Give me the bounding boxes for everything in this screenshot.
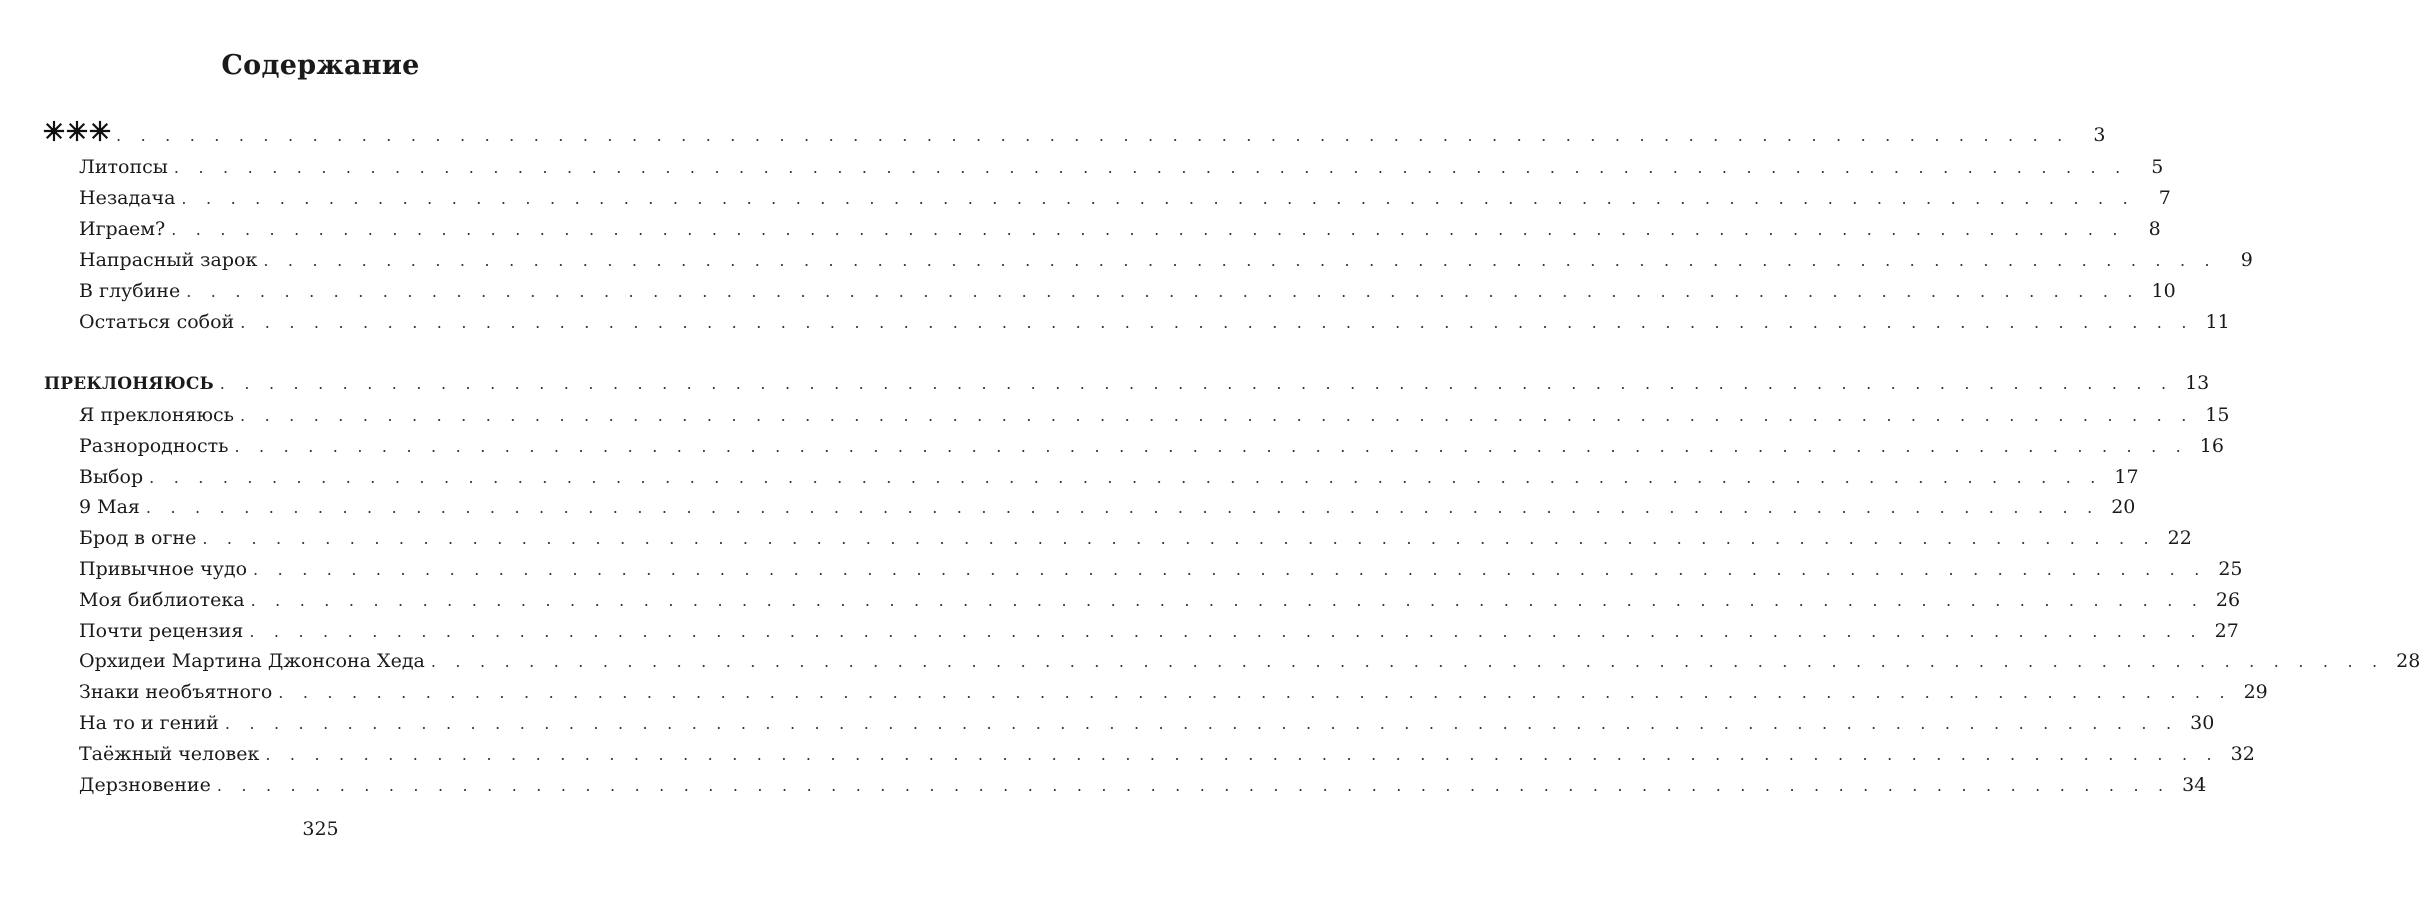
dot-leader: . . . . . . . . . . . . . . . . . . . . . . . . . . . . . . . . . . . . . . . . . . . . . . . . . . . . . . . . . . . . . . . . . . . . . . . . . . . . . . . . (116, 126, 2070, 145)
page-number: 325 (302, 818, 339, 840)
toc-row (79, 462, 2139, 493)
dot-leader: . . . . . . . . . . . . . . . . . . . . . . . . . . . . . . . . . . . . . . . . . . . . . . . . . . . . . . . . . . . . . . . . . . . . . . . . . . . . . . . . (240, 313, 2194, 332)
section-title: ПРЕКЛОНЯЮСЬ (44, 374, 214, 394)
entry-title: На то и гений (79, 712, 219, 734)
entry-title: Орхидеи Мартина Джонсона Хеда (79, 650, 425, 673)
entry-title: Почти рецензия (79, 619, 244, 642)
toc-row (79, 492, 2136, 523)
dot-leader: . . . . . . . . . . . . . . . . . . . . . . . . . . . . . . . . . . . . . . . . . . . . . . . . . . . . . . . . . . . . . . . . . . . . . . . . . . . . . . . . (216, 775, 2171, 795)
entry-page-number: 5 (2151, 156, 2164, 178)
toc-row (79, 245, 2253, 276)
dot-leader: . . . . . . . . . . . . . . . . . . . . . . . . . . . . . . . . . . . . . . . . . . . . . . . . . . . . . . . . . . . . . . . . . . . . . . . . . . . . . . . . (224, 714, 2179, 733)
dot-leader: . . . . . . . . . . . . . . . . . . . . . . . . . . . . . . . . . . . . . . . . . . . . . . . . . . . . . . . . . . . . . . . . . . . . . . . . . . . . . . . . (253, 560, 2207, 579)
snowflake-ornament-icon (44, 121, 116, 141)
entry-page-number: 26 (2215, 588, 2241, 611)
dot-leader: . . . . . . . . . . . . . . . . . . . . . . . . . . . . . . . . . . . . . . . . . . . . . . . . . . . . . . . . . . . . . . . . . . . . . . . . . . . . . . . . (263, 251, 2217, 270)
dot-leader: . . . . . . . . . . . . . . . . . . . . . . . . . . . . . . . . . . . . . . . . . . . . . . . . . . . . . . . . . . . . . . . . . . . . . . . . . . . . . . . . (250, 590, 2205, 610)
entry-title: В глубине (79, 280, 181, 302)
toc-row (79, 646, 2420, 677)
toc-row (79, 554, 2243, 585)
entry-page-number: 29 (2243, 681, 2268, 704)
dot-leader: . . . . . . . . . . . . . . . . . . . . . . . . . . . . . . . . . . . . . . . . . . . . . . . . . . . . . . . . . . . . . . . . . . . . . . . . . . . . . . . . (219, 374, 2174, 393)
toc-row (79, 183, 2171, 214)
page-title: Содержание (221, 50, 420, 81)
entry-title: Таёжный человек (79, 742, 260, 765)
entry-title: Я преклоняюсь (79, 404, 235, 426)
entry-page-number: 20 (2111, 496, 2136, 519)
entry-page-number: 30 (2190, 712, 2215, 734)
dot-leader: . . . . . . . . . . . . . . . . . . . . . . . . . . . . . . . . . . . . . . . . . . . . . . . . . . . . . . . . . . . . . . . . . . . . . . . . . . . . . . . . (145, 498, 2100, 518)
toc-row (79, 616, 2239, 647)
toc-row (79, 770, 2207, 801)
toc-row (79, 708, 2215, 739)
entry-page-number: 17 (2114, 465, 2139, 488)
entry-title: Брод в огне (79, 527, 197, 550)
dot-leader: . . . . . . . . . . . . . . . . . . . . . . . . . . . . . . . . . . . . . . . . . . . . . . . . . . . . . . . . . . . . . . . . . . . . . . . . . . . . . . . . (171, 220, 2125, 239)
toc-row (79, 152, 2164, 183)
entry-page-number: 16 (2199, 434, 2224, 457)
entry-page-number: 13 (2185, 372, 2210, 394)
entry-title: Напрасный зарок (79, 249, 258, 271)
dot-leader: . . . . . . . . . . . . . . . . . . . . . . . . . . . . . . . . . . . . . . . . . . . . . . . . . . . . . . . . . . . . . . . . . . . . . . . . . . . . . . . . (234, 436, 2188, 456)
entry-page-number: 27 (2214, 619, 2239, 642)
toc-row-intro (44, 120, 2106, 151)
toc-row-section (44, 368, 2210, 399)
entry-page-number: 9 (2240, 249, 2253, 271)
entry-page-number: 22 (2167, 527, 2192, 550)
entry-page-number: 34 (2182, 773, 2207, 796)
entry-page-number: 28 (2396, 650, 2420, 673)
entry-title: 9 Мая (79, 496, 140, 519)
toc-row (79, 276, 2176, 307)
entry-title: Моя библиотека (79, 588, 245, 611)
entry-title: Незадача (79, 187, 176, 209)
dot-leader: . . . . . . . . . . . . . . . . . . . . . . . . . . . . . . . . . . . . . . . . . . . . . . . . . . . . . . . . . . . . . . . . . . . . . . . . . . . . . . . . (249, 621, 2203, 641)
dot-leader: . . . . . . . . . . . . . . . . . . . . . . . . . . . . . . . . . . . . . . . . . . . . . . . . . . . . . . . . . . . . . . . . . . . . . . . . . . . . . . . . (173, 158, 2128, 177)
toc-row (79, 523, 2192, 554)
toc-row (79, 677, 2268, 708)
entry-title: Разнородность (79, 434, 229, 457)
toc-row (79, 739, 2255, 770)
entry-page-number: 8 (2148, 218, 2161, 240)
entry-page-number: 15 (2205, 404, 2230, 426)
entry-title: Остаться собой (79, 311, 235, 333)
entry-page-number: 32 (2230, 742, 2255, 765)
entry-title: Литопсы (79, 156, 168, 178)
toc-row (79, 307, 2230, 338)
dot-leader: . . . . . . . . . . . . . . . . . . . . . . . . . . . . . . . . . . . . . . . . . . . . . . . . . . . . . . . . . . . . . . . . . . . . . . . . . . . . . . . . (186, 282, 2140, 301)
entry-page-number: 25 (2218, 558, 2243, 580)
entry-title: Дерзновение (79, 773, 211, 796)
entry-title: Играем? (79, 218, 166, 240)
entry-page-number: 11 (2205, 311, 2230, 333)
entry-title: Привычное чудо (79, 558, 248, 580)
entry-title: Знаки необъятного (79, 681, 273, 704)
toc-row (79, 431, 2224, 462)
dot-leader: . . . . . . . . . . . . . . . . . . . . . . . . . . . . . . . . . . . . . . . . . . . . . . . . . . . . . . . . . . . . . . . . . . . . . . . . . . . . . . . . (430, 652, 2385, 672)
toc-row (79, 585, 2241, 616)
dot-leader: . . . . . . . . . . . . . . . . . . . . . . . . . . . . . . . . . . . . . . . . . . . . . . . . . . . . . . . . . . . . . . . . . . . . . . . . . . . . . . . . (181, 189, 2135, 208)
dot-leader: . . . . . . . . . . . . . . . . . . . . . . . . . . . . . . . . . . . . . . . . . . . . . . . . . . . . . . . . . . . . . . . . . . . . . . . . . . . . . . . . (149, 467, 2103, 487)
entry-page-number: 3 (2093, 124, 2106, 146)
entry-title: Выбор (79, 465, 144, 488)
toc-row (79, 214, 2161, 245)
toc-row (79, 400, 2230, 431)
dot-leader: . . . . . . . . . . . . . . . . . . . . . . . . . . . . . . . . . . . . . . . . . . . . . . . . . . . . . . . . . . . . . . . . . . . . . . . . . . . . . . . . (240, 406, 2194, 425)
entry-page-number: 7 (2158, 187, 2171, 209)
dot-leader: . . . . . . . . . . . . . . . . . . . . . . . . . . . . . . . . . . . . . . . . . . . . . . . . . . . . . . . . . . . . . . . . . . . . . . . . . . . . . . . . (202, 529, 2156, 549)
entry-page-number: 10 (2151, 280, 2176, 302)
dot-leader: . . . . . . . . . . . . . . . . . . . . . . . . . . . . . . . . . . . . . . . . . . . . . . . . . . . . . . . . . . . . . . . . . . . . . . . . . . . . . . . . (265, 744, 2219, 764)
dot-leader: . . . . . . . . . . . . . . . . . . . . . . . . . . . . . . . . . . . . . . . . . . . . . . . . . . . . . . . . . . . . . . . . . . . . . . . . . . . . . . . . (278, 683, 2232, 703)
